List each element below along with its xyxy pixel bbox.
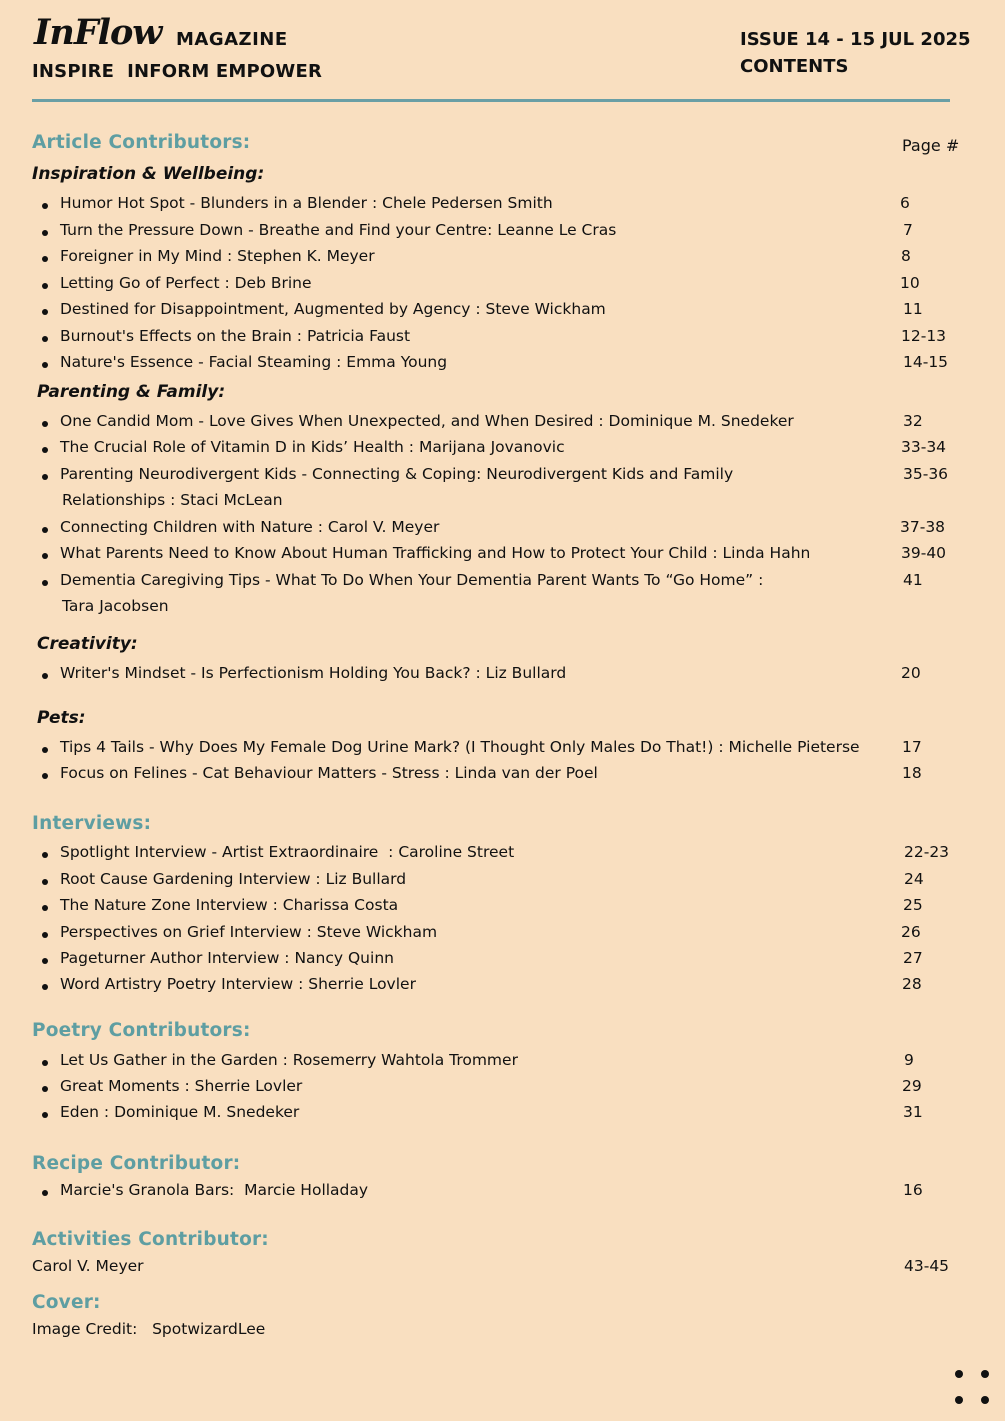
bullet xyxy=(42,852,48,858)
dot xyxy=(955,1370,963,1378)
interviews-heading: Interviews: xyxy=(32,813,152,834)
contents-label: CONTENTS xyxy=(740,56,849,77)
bullet xyxy=(42,256,48,262)
recipe-contributor-heading: Recipe Contributor: xyxy=(32,1153,241,1174)
bullet xyxy=(42,362,48,368)
decorative-dots xyxy=(955,1370,995,1410)
bullet xyxy=(42,553,48,559)
issue-info xyxy=(740,26,971,80)
article-contributors-heading: Article Contributors: xyxy=(32,132,251,153)
bullet xyxy=(42,1112,48,1118)
bullet xyxy=(42,580,48,586)
bullet xyxy=(42,673,48,679)
bullet xyxy=(42,932,48,938)
activities-contributor-heading: Activities Contributor: xyxy=(32,1229,269,1250)
bullet xyxy=(42,879,48,885)
bullet xyxy=(42,1060,48,1066)
bullet xyxy=(42,1086,48,1092)
bullet xyxy=(42,905,48,911)
bullet xyxy=(42,527,48,533)
cover-heading: Cover: xyxy=(32,1292,101,1313)
bullet xyxy=(42,203,48,209)
bullet xyxy=(42,447,48,453)
parenting-family-subheading: Parenting & Family: xyxy=(37,382,226,402)
activities-page: 43-45 xyxy=(904,1257,950,1275)
header-divider xyxy=(32,99,950,102)
pets-subheading: Pets: xyxy=(37,708,86,728)
bullet xyxy=(42,1190,48,1196)
poetry-contributors-heading: Poetry Contributors: xyxy=(32,1020,251,1041)
bullet xyxy=(42,773,48,779)
bullet xyxy=(42,747,48,753)
dot xyxy=(981,1396,989,1404)
dot xyxy=(955,1396,963,1404)
magazine-logo: InFlow xyxy=(34,12,162,53)
bullet xyxy=(42,421,48,427)
dot xyxy=(981,1370,989,1378)
bullet xyxy=(42,309,48,315)
bullet xyxy=(42,984,48,990)
bullet xyxy=(42,474,48,480)
page-number-header: Page # xyxy=(902,136,960,155)
cover-image-credit: Image Credit: SpotwizardLee xyxy=(32,1320,266,1338)
issue-date: ISSUE 14 - 15 JUL 2025 xyxy=(740,29,971,50)
creativity-subheading: Creativity: xyxy=(37,634,138,654)
tagline: INSPIRE INFORM EMPOWER xyxy=(32,61,323,82)
bullet xyxy=(42,230,48,236)
bullet xyxy=(42,336,48,342)
bullet xyxy=(42,283,48,289)
magazine-label: MAGAZINE xyxy=(176,29,288,50)
bullet xyxy=(42,958,48,964)
inspiration-wellbeing-subheading: Inspiration & Wellbeing: xyxy=(32,164,265,184)
activities-contributor-name: Carol V. Meyer xyxy=(32,1257,144,1275)
